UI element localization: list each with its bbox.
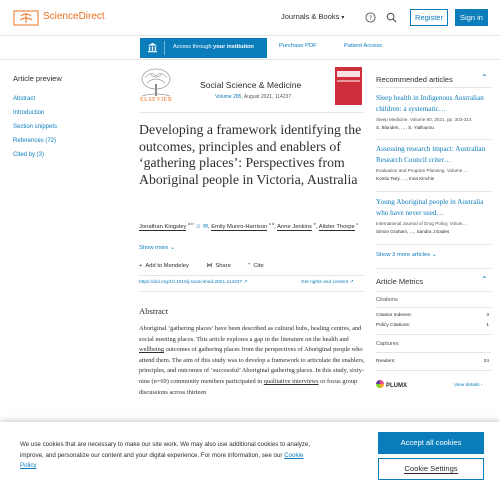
cover-band [337,71,360,77]
doi-text: https://doi.org/10.1016/j.socscimed.2021.114237 [139,280,243,285]
readers-value: 24 [483,359,489,364]
metric-row [376,323,489,328]
journals-books-menu[interactable] [281,12,344,21]
recommended-journal: Sleep Medicine, Volume 80, 2021, pp. 303-314 [376,117,472,122]
author-affiliation: c d [268,221,275,226]
author-affiliation: c [356,221,359,226]
accept-cookies-button[interactable]: Accept all cookies [378,432,484,454]
access-label [173,44,254,50]
volume-link[interactable]: Volume 285 [215,94,242,100]
divider [139,291,364,292]
cookie-message [20,440,320,472]
author-link[interactable]: Jonathan Kingsley [139,223,187,230]
glossary-term-link[interactable]: wellbeing [139,346,165,354]
recommended-article [376,197,491,234]
abstract-part: or focus group discussions across thirteen [139,377,358,396]
metric-row [376,313,489,318]
cookie-settings-label: Cookie Settings [404,464,458,473]
cookie-banner [0,422,500,500]
article-preview-heading: Article preview [13,74,62,83]
divider [376,291,491,292]
help-icon[interactable] [365,12,376,23]
recommended-article [376,93,491,130]
journal-name[interactable]: Social Science & Medicine [200,80,302,90]
show-more-button[interactable] [139,245,175,251]
divider [164,41,165,55]
author-link[interactable]: Emily Munro-Harrison [211,223,268,230]
person-icon[interactable]: ☺ [195,223,202,230]
access-institution-button[interactable] [140,38,267,58]
citation-indexes-label: Citation Indexes: [376,313,412,318]
plumx-logo[interactable] [376,380,407,389]
recommended-title-link[interactable]: Young Aboriginal people in Australia who have never used… [376,198,484,217]
divider [376,352,491,353]
article-title: Developing a framework identifying the outcomes, principles and enablers of ‘gathering places’: Perspectives from Aboriginal people in Victoria, Australia [139,122,362,187]
publisher-name: ELSEVIER [140,97,173,103]
recommended-title-link[interactable]: Assessing research impact: Australian Research Council criter… [376,145,486,164]
citation-indexes-value: 3 [486,313,489,318]
access-bold: your institution [213,44,254,50]
divider [376,334,491,335]
plumx-icon [376,380,384,388]
email-icon[interactable]: ✉ [202,223,208,230]
cookie-text: We use cookies that are necessary to make our site work. We may also use additional cookies to analyze, improve, and personalize our content and your digital experience. For more information, see our [20,441,311,459]
abstract-part: outcomes of gathering places from the perspectives of Aboriginal people who attend them. The aim of this study was to develop a framework to articulate the enablers, principles, and outcomes of ‘successful’ Aboriginal gathering places. In this study, sixty-nine (n=69) community members participated in [139,346,365,385]
divider [139,275,364,276]
divider [376,139,491,140]
recommended-journal: Evaluation and Program Planning, Volume … [376,168,469,173]
glossary-term-link[interactable]: qualitative interviews [263,377,319,385]
svg-text:?: ? [368,13,373,22]
chevron-up-icon[interactable]: ⌃ [481,275,488,284]
chevron-down-icon: ⌄ [169,245,175,251]
readers-label: Readers: [376,359,396,364]
share-button[interactable] [207,263,239,269]
article-preview-nav [13,74,123,162]
author-affiliation: a b [188,221,194,226]
recommended-journal: International Journal of Drug Policy, Volum… [376,221,468,226]
author-list: Jonathan Kingsley $^{a b}$ ☺ ✉, Emily Munro-Harrison $^{c d}$, Anne Jenkins $^e$, Alister Thorpe $^c$ [139,221,359,230]
top-header [0,0,500,36]
divider [376,244,491,245]
abstract-text [139,324,371,398]
cookie-policy-link[interactable]: Cookie Policy [20,451,304,469]
nav-item-cited-by[interactable]: Cited by (3) [13,152,45,158]
chevron-right-icon: › [480,383,483,388]
rights-link[interactable] [301,280,354,285]
metric-row [376,359,489,364]
institution-icon [147,42,158,53]
quote-icon: ” [248,263,251,269]
show-more-articles-label: Show 3 more articles [376,252,431,258]
nav-item-abstract[interactable]: Abstract [13,96,36,102]
nav-item-section-snippets[interactable]: Section snippets [13,124,58,130]
author-link[interactable]: Anne Jenkins [277,223,312,230]
divider [376,191,491,192]
divider [376,307,491,308]
external-link-icon: ↗ [349,280,354,285]
share-icon: ⋈ [206,263,213,269]
view-details-link[interactable] [454,383,482,388]
author-link[interactable]: Alister Thorpe [318,223,355,230]
purchase-pdf-link[interactable]: Purchase PDF [279,43,317,49]
journal-volume [215,94,291,100]
divider [376,87,491,88]
share-label: Share [215,263,231,269]
brand-name[interactable]: ScienceDirect [43,11,105,22]
recommended-authors: Komla Tsey, …, Inna Kinchin [376,176,435,181]
citations-label: Citations [376,297,398,303]
abstract-heading: Abstract [139,306,169,316]
chevron-down-icon: ▾ [341,15,345,21]
cite-label: Cite [253,263,264,269]
search-icon[interactable] [386,12,397,23]
policy-citations-label: Policy Citations: [376,323,411,328]
external-link-icon: ↗ [243,280,248,285]
cover-band [337,80,360,82]
nav-item-references[interactable]: References (72) [13,138,57,144]
recommended-article [376,144,491,181]
rights-text: Get rights and content [301,280,349,285]
chevron-up-icon[interactable]: ⌃ [481,73,488,82]
recommended-title-link[interactable]: Sleep health in Indigenous Australian children: a systematic… [376,94,484,113]
divider [376,370,491,371]
signin-button[interactable]: Sign in [455,9,488,26]
show-more-articles-button[interactable] [376,252,437,258]
article-actions [139,263,280,269]
elsevier-logo-icon[interactable] [13,10,39,26]
volume-date: , August 2021, 114237 [241,94,292,100]
metrics-heading: Article Metrics [376,277,424,286]
plus-icon: + [139,263,143,269]
recommended-authors: S. Blunden, …, S. Yiallourou [376,125,434,130]
access-bar [0,36,500,60]
abstract-part: Aboriginal ‘gathering places’ have been described as cultural hubs, healing centres, and social meeting places. This article explores a gap in the literature on the health and [139,325,362,343]
nav-item-introduction[interactable]: Introduction [13,110,45,116]
plumx-label: PLUMX [386,383,407,389]
cite-button[interactable] [248,263,271,269]
show-more-label: Show more [139,245,169,251]
captures-label: Captures [376,341,399,347]
doi-link[interactable] [139,280,248,285]
recommended-heading: Recommended articles [376,75,453,84]
cookie-settings-button[interactable] [378,458,484,480]
chevron-down-icon: ⌄ [431,252,437,258]
recommended-authors: Simon Graham, …, Sandra J Eades [376,229,450,234]
journals-books-label: Journals & Books [281,12,340,21]
view-details-label: View details [454,383,480,388]
add-to-mendeley-button[interactable] [139,263,197,269]
policy-citations-value: 1 [486,323,489,328]
journal-cover-image[interactable] [335,67,362,105]
register-button[interactable]: Register [410,9,448,26]
divider [376,268,491,269]
author-affiliation: e [313,221,316,226]
mendeley-label: Add to Mendeley [145,263,189,269]
access-prefix: Access through [173,44,214,50]
patient-access-link[interactable]: Patient Access [344,43,383,49]
divider [139,112,364,113]
